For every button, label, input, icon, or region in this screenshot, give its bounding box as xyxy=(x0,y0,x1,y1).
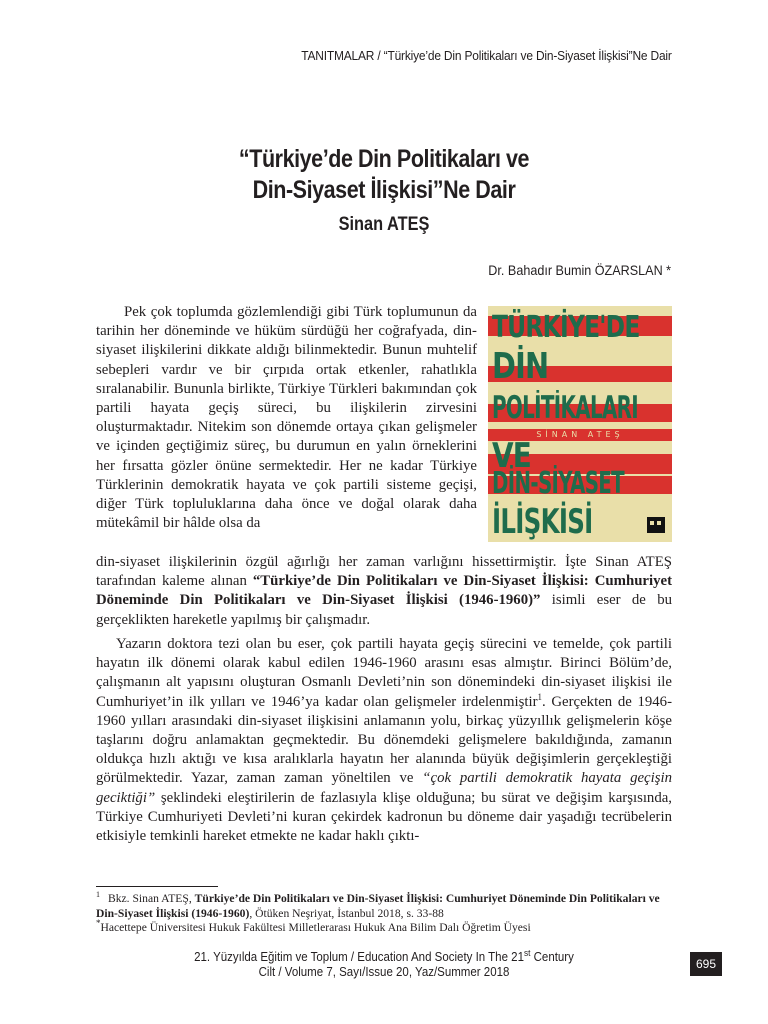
paragraph-2-text-b: . Gerçekten de 1946-1960 yılları arasındaki din-siyaset ilişkisini anlamanın yolu, birkaç yüzyıllık gelişmelerin köşe taşlarını doğru anlamaktan geçmektedir. Bu dönemdeki gelişmelere bakıldığında, zamanın oldukça hızlı aktığı ve kısa aralıklarla hayatın her alanında büyük değişimlerin gerçekleştiği görülmektedir. Yazar, zaman zaman yöneltilen ve xyxy=(96,693,672,787)
cover-title-line-5: DİN-SİYASET xyxy=(492,466,625,501)
footnote-number: 1 xyxy=(96,890,100,900)
footnote-1-pre: Bkz. Sinan ATEŞ, xyxy=(108,892,195,905)
paragraph-1-text-b: din-siyaset ilişkilerinin özgül ağırlığı her zaman varlığını hissettirmiştir. İşte Sinan ATEŞ tarafından kaleme alınan xyxy=(96,554,672,590)
book-cover-image xyxy=(488,306,672,542)
page-number-badge: 695 xyxy=(690,952,722,976)
publisher-logo-icon xyxy=(647,517,665,533)
cover-title-line-6: İLİŞKİSİ xyxy=(492,502,593,542)
footnote-1-post: , Ötüken Neşriyat, İstanbul 2018, s. 33-88 xyxy=(249,906,444,920)
cover-title-line-4: VE xyxy=(492,436,531,476)
title-block xyxy=(96,144,672,236)
paragraph-1-text: Pek çok toplumda gözlemlendiği gibi Türk toplumunun da tarihin her döneminde ve hüküm sürdüğü her coğrafyada, din-siyaset ilişkilerini dikkate aldığı bilinmektedir. Bunun muhtelif sebepleri vardır ve bir çırpıda ortak etkenler, rahatlıkla sıralanabilir. Bununla birlikte, Türkiye Türkleri bakımından çok partili hayata geçiş süreci, bu ilişkilerin zirvesini oluşturmaktadır. Nitekim son dönemde ortaya çıkan gelişmeler ve içinden geçtiğimiz süreç, bu durumun en yalın örneklerini her fırsatta gözler önüne sermektedir. Her ne kadar Türkiye Türklerinin demokratik hayata ve çok partili sisteme geçişi, diğer Türk topluluklarına daha önce ve doğal olarak daha mütekâmil bir hâlde olsa da xyxy=(96,304,477,532)
journal-footer xyxy=(96,947,672,980)
paragraph-1-wrapped xyxy=(96,303,477,533)
journal-title-pre: 21. Yüzyılda Eğitim ve Toplum / Education And Society In The 21 xyxy=(194,950,524,964)
footnotes xyxy=(96,892,676,936)
cover-title-line-3: POLİTİKALARI xyxy=(492,390,639,426)
book-author: Sinan ATEŞ xyxy=(338,214,430,235)
paragraph-1-continued xyxy=(96,553,672,630)
cover-author: SİNAN ATEŞ xyxy=(536,430,624,439)
article-title-line-2: Din-Siyaset İlişkisi”Ne Dair xyxy=(252,176,516,204)
footnote-affiliation xyxy=(96,918,676,936)
paragraph-2 xyxy=(96,635,672,846)
footnote-1-book-title: Türkiye’de Din Politikaları ve Din-Siyaset İlişkisi: Cumhuriyet Döneminde Din Politikaları ve Din-Siyaset İlişkisi (1946-1960) xyxy=(96,892,660,920)
paragraph-2-text-c: şeklindeki eleştirilerin de fazlasıyla klişe olduğuna; bu sürat ve değişim karşısında, Türkiye Cumhuriyeti Devleti’ni kuran çekirdek kadronun bu döneme dair yaşadığı tecrübelerin etkisiyle temkinli hareket etmekte ne kadar haklı çıktı- xyxy=(96,789,672,845)
affiliation-mark: * xyxy=(96,918,101,929)
footnote-1 xyxy=(96,892,676,921)
paragraph-2-quote: “çok partili demokratik hayata geçişin geciktiği” xyxy=(96,770,673,806)
footnote-divider xyxy=(96,886,218,887)
footnote-reference[interactable]: 1 xyxy=(537,691,542,702)
cover-title-line-1: TÜRKİYE'DE xyxy=(492,310,640,345)
paragraph-1-text-c: isimli eser de bu gerçeklikten hareketle yapılmış bir çalışmadır. xyxy=(96,592,672,628)
book-title-bold: Din Politikaları ve Din-Siyaset İlişkisi: Cumhuriyet Döneminde Din Politikaları ve Din-Siyaset İlişkisi (1946-1960)” xyxy=(96,573,673,609)
paragraph-2-text-a: Yazarın doktora tezi olan bu eser, çok partili hayata geçiş sürecini ve temelde, çok partili hayatın ilk dönemi olarak kabul edilen 1946-1960 arasını esas almıştır. Birinci Bölüm’de, çalışmanın alt yapısını oluşturan Osmanlı Devleti’nin son dönemindeki din-siyaset ilişkisi ile Cumhuriyet’in ilk yılları ve 1946’ya kadar olan gelişmeler irdelenmiştir xyxy=(96,636,672,710)
book-title-open: “Türkiye’de xyxy=(252,573,337,590)
journal-title-sup: st xyxy=(523,947,531,958)
journal-title xyxy=(119,947,649,965)
running-header: TANITMALAR / “Türkiye’de Din Politikaları ve Din-Siyaset İlişkisi”Ne Dair xyxy=(301,48,672,63)
reviewer-name: Dr. Bahadır Bumin ÖZARSLAN * xyxy=(488,262,671,278)
article-title-line-1: “Türkiye’de Din Politikaları ve xyxy=(238,145,530,173)
journal-issue: Cilt / Volume 7, Sayı/Issue 20, Yaz/Summer 2018 xyxy=(258,965,510,979)
cover-title-line-2: DİN xyxy=(492,346,549,387)
journal-title-post: Century xyxy=(530,950,574,964)
affiliation-text: Hacettepe Üniversitesi Hukuk Fakültesi Milletlerarası Hukuk Ana Bilim Dalı Öğretim Üyesi xyxy=(100,921,531,934)
